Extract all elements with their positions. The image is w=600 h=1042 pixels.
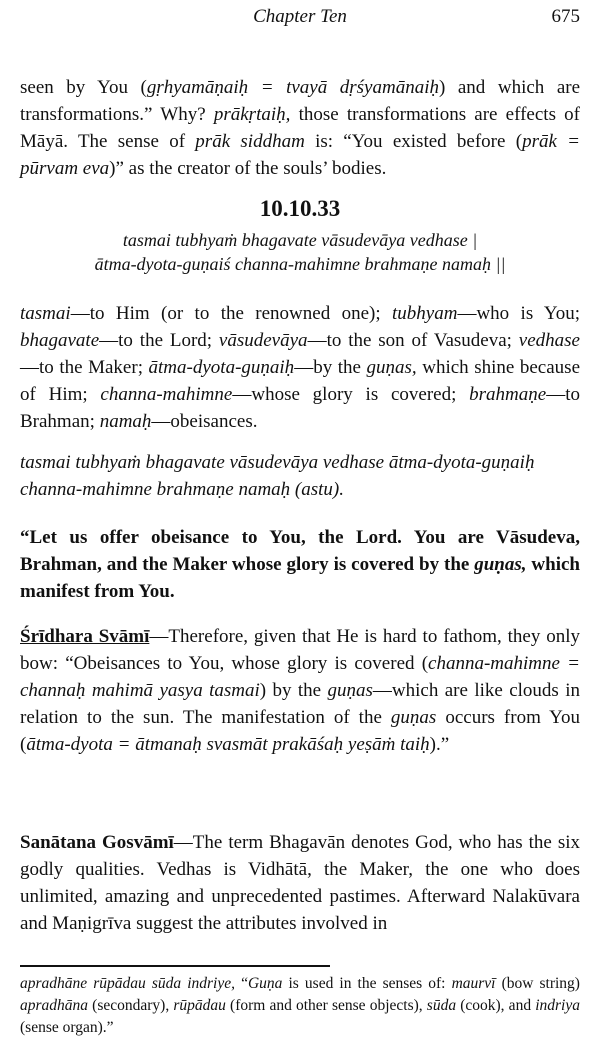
sanatana-commentary: Sanātana Gosvāmī—The term Bhagavān denotes God, who has the six godly qualities. Vedhas is Vidhātā, the Maker, the one who does unlimited, amazing and unprecedented pastimes. Afterward Nalakūvara and Maṇigrīva suggest the attributes involved in: [20, 832, 580, 934]
chapter-title: Chapter Ten: [253, 6, 347, 27]
sridhara-commentary: Śrīdhara Svāmī—Therefore, given that He is hard to fathom, they only bow: “Obeisances to You, whose glory is covered (channa-mahimne = channaḥ mahimā yasya tasmai) by the guṇas—which are like clouds in relation to the sun. The manifestation of the guṇas occurs from You (ātma-dyota = ātmanaḥ svasmāt prakāśaḥ yeṣāṁ taiḥ).”: [20, 626, 580, 755]
commentator-name: Śrīdhara Svāmī: [20, 626, 150, 647]
commentator-name: Sanātana Gosvāmī: [20, 832, 174, 853]
verse-line-1: tasmai tubhyaṁ bhagavate vāsudevāya vedhase |: [122, 230, 478, 250]
intro-paragraph: seen by You (gṛhyamāṇaiḥ = tvayā dṛśyamānaiḥ) and which are transformations.” Why? prākṛtaiḥ, those transformations are effects of Māyā. The sense of prāk siddham is: “You existed before (prāk = pūrvam eva)” as the creator of the souls’ bodies.: [20, 77, 581, 179]
translation: “Let us offer obeisance to You, the Lord. You are Vāsudeva, Brahman, and the Maker whose glory is covered by the guṇas, which manifest from You.: [20, 527, 580, 602]
footnote: apradhāne rūpādau sūda indriye, “Guṇa is used in the senses of: maurvī (bow string) apradhāna (secondary), rūpādau (form and other sense objects), sūda (cook), and indriya (sense organ).”: [20, 975, 580, 1036]
verse-number: 10.10.33: [259, 196, 341, 221]
word-glossary: tasmai—to Him (or to the renowned one); tubhyam—who is You; bhagavate—to the Lord; vāsudevāya—to the son of Vasudeva; vedhase—to the Maker; ātma-dyota-guṇaiḥ—by the guṇas, which shine because of Him; channa-mahimne—whose glory is covered; brahmaṇe—to Brahman; namaḥ—obeisances.: [20, 303, 581, 432]
page-number: 675: [551, 6, 580, 27]
prose-order: tasmai tubhyaṁ bhagavate vāsudevāya vedhase ātma-dyota-guṇaiḥ channa-mahimne brahmaṇe namaḥ (astu).: [20, 452, 535, 500]
running-head: [20, 6, 580, 36]
footnote-divider: [20, 965, 330, 967]
verse-text: [0, 228, 600, 276]
verse-line-2: ātma-dyota-guṇaiś channa-mahimne brahmaṇe namaḥ ||: [94, 254, 506, 274]
